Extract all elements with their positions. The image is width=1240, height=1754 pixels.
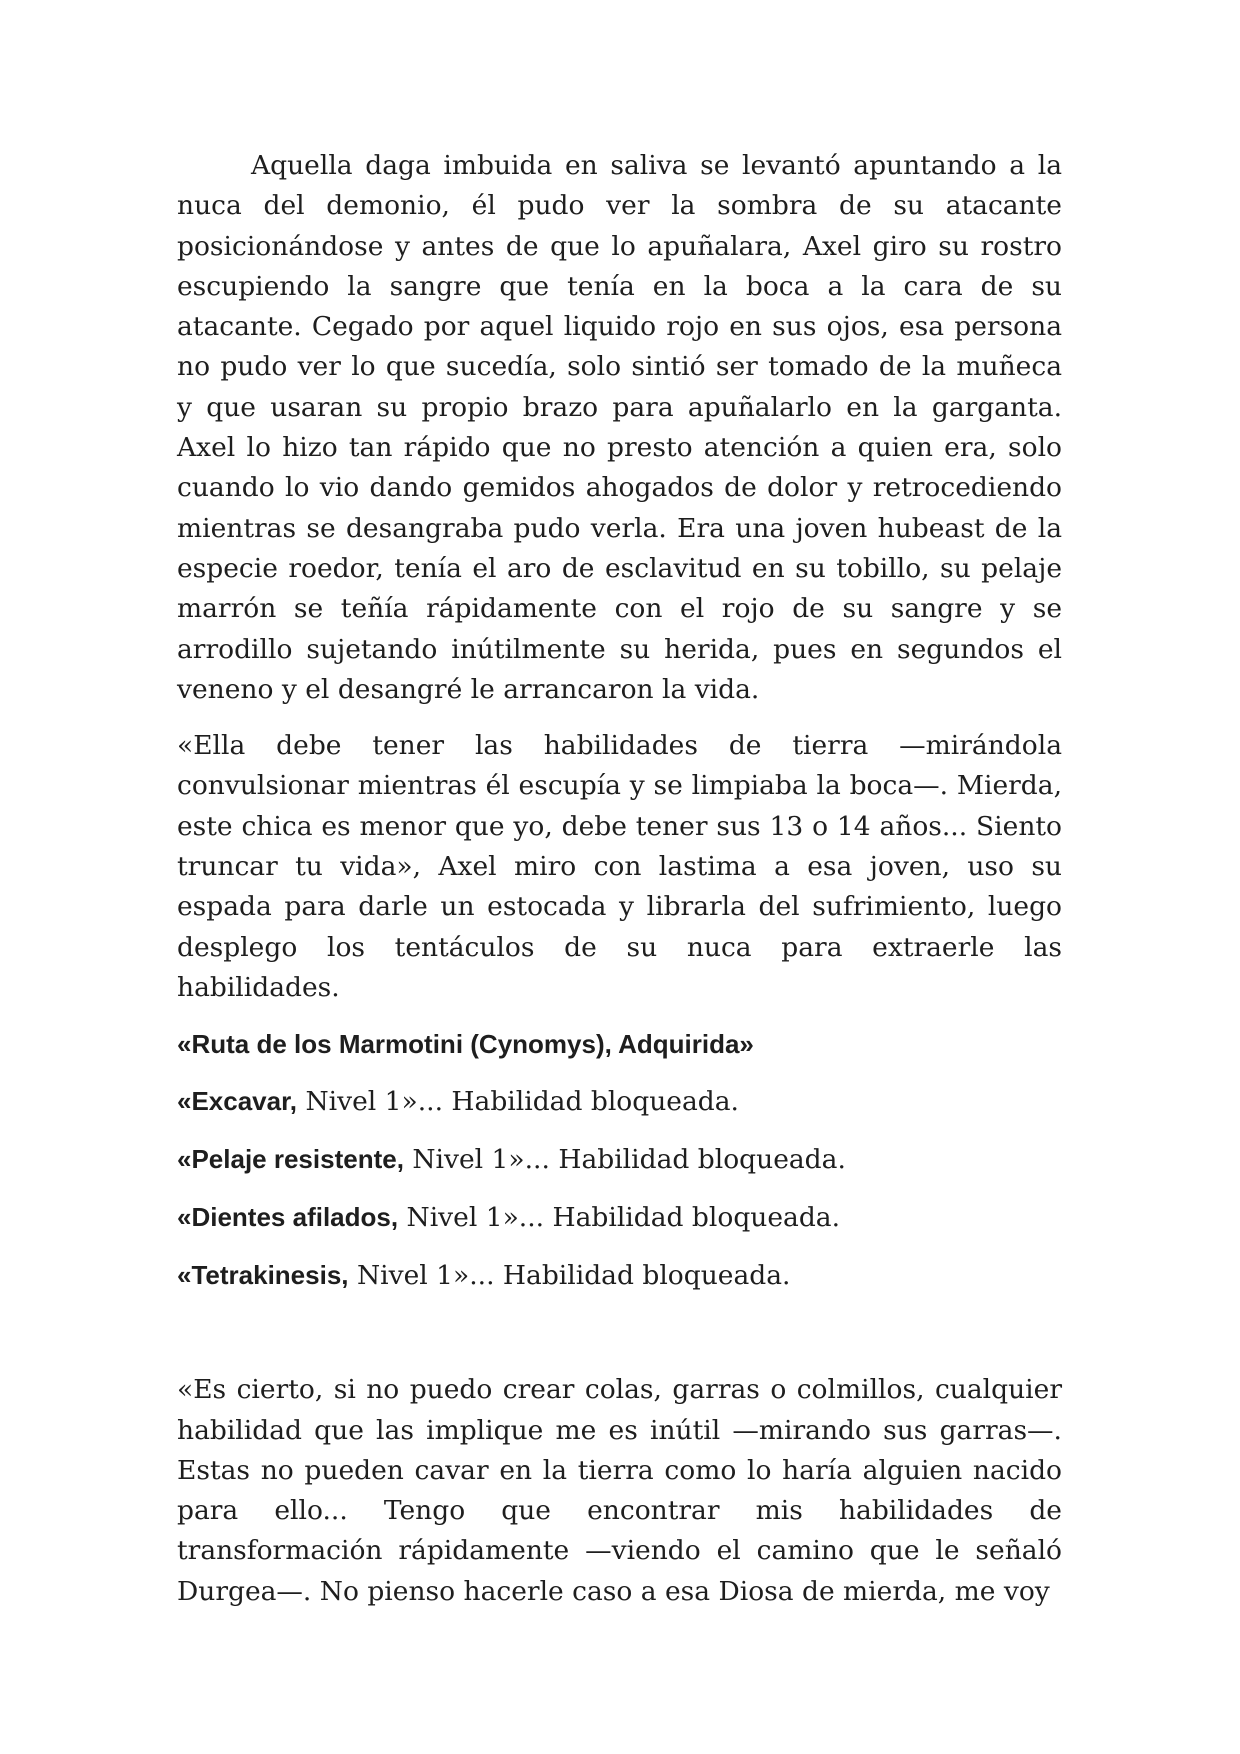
paragraph-2: «Ella debe tener las habilidades de tierra —mirándola convulsionar mientras él escupía y se limpiaba la boca—. Mierda, este chica es menor que yo, debe tener sus 13 o 14 años... Siento truncar tu vida», Axel miro con lastima a esa joven, uso su espada para darle un estocada y librarla del sufrimiento, luego desplego los tentáculos de su nuca para extraerle las habilidades.: [177, 730, 1062, 1003]
section-spacer: [177, 1296, 1062, 1370]
skill-detail: Nivel 1»... Habilidad bloqueada.: [348, 1260, 791, 1292]
route-acquired-line: «Ruta de los Marmotini (Cynomys), Adquirida»: [177, 1029, 754, 1060]
skill-detail: Nivel 1»... Habilidad bloqueada.: [398, 1202, 841, 1234]
paragraph-1: Aquella daga imbuida en saliva se levantó apuntando a la nuca del demonio, él pudo ver la sombra de su atacante posicionándose y antes de que lo apuñalara, Axel giro su rostro escupiendo la sangre que tenía en la boca a la cara de su atacante. Cegado por aquel liquido rojo en sus ojos, esa persona no pudo ver lo que sucedía, solo sintió ser tomado de la muñeca y que usaran su propio brazo para apuñalarlo en la garganta. Axel lo hizo tan rápido que no presto atención a quien era, solo cuando lo vio dando gemidos ahogados de dolor y retrocediendo mientras se desangraba pudo verla. Era una joven hubeast de la especie roedor, tenía el aro de esclavitud en su tobillo, su pelaje marrón se teñía rápidamente con el rojo de su sangre y se arrodillo sujetando inútilmente su herida, pues en segundos el veneno y el desangré le arrancaron la vida.: [177, 150, 1062, 705]
paragraph-closing: «Es cierto, si no puedo crear colas, garras o colmillos, cualquier habilidad que las implique me es inútil —mirando sus garras—. Estas no pueden cavar en la tierra como lo haría alguien nacido para ello... Tengo que encontrar mis habilidades de transformación rápidamente —viendo el camino que le señaló Durgea—. No pienso hacerle caso a esa Diosa de mierda, me voy: [177, 1374, 1062, 1607]
skill-name: «Pelaje resistente,: [177, 1144, 404, 1175]
document-page: [177, 146, 1062, 1612]
skill-name: «Tetrakinesis,: [177, 1260, 349, 1291]
skill-name: «Dientes afilados,: [177, 1202, 399, 1233]
skill-detail: Nivel 1»... Habilidad bloqueada.: [403, 1144, 846, 1176]
skill-line: [177, 1197, 1062, 1238]
skill-line: [177, 1081, 1062, 1122]
skill-line: [177, 1139, 1062, 1180]
skill-name: «Excavar,: [177, 1086, 298, 1117]
skill-detail: Nivel 1»... Habilidad bloqueada.: [297, 1086, 739, 1118]
skill-line: [177, 1255, 1062, 1296]
